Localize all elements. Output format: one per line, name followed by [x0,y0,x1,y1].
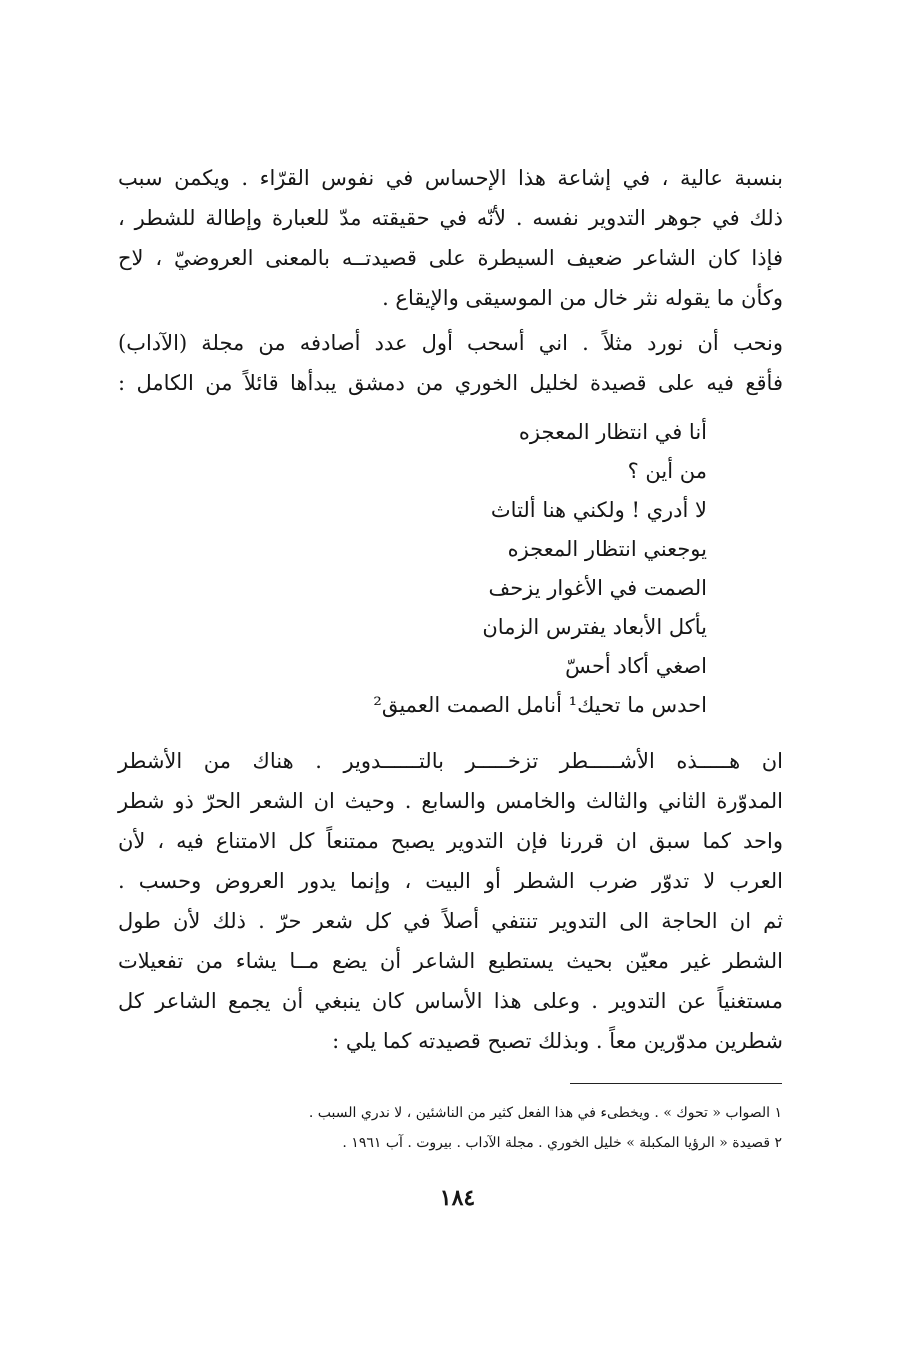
paragraph-line: مستغنياً عن التدوير . وعلى هذا الأساس كان ينبغي أن يجمع الشاعر كل [118,989,783,1013]
paragraph-line: الشطر غير معيّن بحيث يستطيع الشاعر أن يضع مــا يشاء من تفعيلات [118,949,783,973]
paragraph-line: واحد كما سبق ان قررنا فإن التدوير يصبح ممتنعاً كل الامتناع فيه ، لأن [118,829,783,853]
poem-line: من أين ؟ [627,459,707,483]
poem-line: يوجعني انتظار المعجزه [507,537,707,561]
paragraph-1 [118,158,783,318]
paragraph-line: المدوّرة الثاني والثالث والخامس والسابع . وحيث ان الشعر الحرّ ذو شطر [118,789,783,813]
paragraph-line: ونحب أن نورد مثلاً . اني أسحب أول عدد أصادفه من مجلة (الآداب) [118,331,783,355]
poem-line: احدس ما تحيك¹ أنامل الصمت العميق² [373,693,707,717]
paragraph-line: وكأن ما يقوله نثر خال من الموسيقى والإيقاع . [382,286,783,310]
paragraph-line: شطرين مدوّرين معاً . وبذلك تصبح قصيدته كما يلي : [332,1029,783,1053]
poem-line: الصمت في الأغوار يزحف [488,576,707,600]
paragraph-line: بنسبة عالية ، في إشاعة هذا الإحساس في نفوس القرّاء . ويكمن سبب [118,166,783,190]
footnote-1: ١ الصواب « تحوك » . ويخطىء في هذا الفعل كثير من الناشئين ، لا ندري السبب . [308,1105,782,1121]
paragraph-line: ثم ان الحاجة الى التدوير تنتفي أصلاً في كل شعر حرّ . ذلك لأن طول [118,909,783,933]
paragraph-line: ذلك في جوهر التدوير نفسه . لأنّه في حقيقته مدّ للعبارة وإطالة للشطر ، [118,206,783,230]
paragraph-line: فأقع فيه على قصيدة لخليل الخوري من دمشق يبدأها قائلاً من الكامل : [118,371,783,395]
poem-line: لا أدري ! ولكني هنا ألتاث [490,498,707,522]
page-number: ١٨٤ [439,1185,476,1211]
poem-line: يأكل الأبعاد يفترس الزمان [482,615,707,639]
paragraph-2 [118,323,783,403]
paragraph-line: فإذا كان الشاعر ضعيف السيطرة على قصيدتــه بالمعنى العروضيّ ، لاح [118,246,783,270]
paragraph-line: العرب لا تدوّر ضرب الشطر أو البيت ، وإنما يدور العروض وحسب . [118,869,783,893]
poem-line: اصغي أكاد أحسّ [565,654,707,678]
footnote-2: ٢ قصيدة « الرؤيا المكبلة » خليل الخوري . مجلة الآداب . بيروت . آب ١٩٦١ . [342,1135,782,1151]
footnotes [182,1098,782,1158]
poem-line: أنا في انتظار المعجزه [518,420,707,444]
poem-excerpt [287,413,707,725]
footnote-divider [570,1083,782,1084]
paragraph-line: ان هـــــذه الأشـــــطر تزخـــــر بالتــــــدوير . هناك من الأشطر [118,749,783,773]
paragraph-3 [118,741,783,1061]
